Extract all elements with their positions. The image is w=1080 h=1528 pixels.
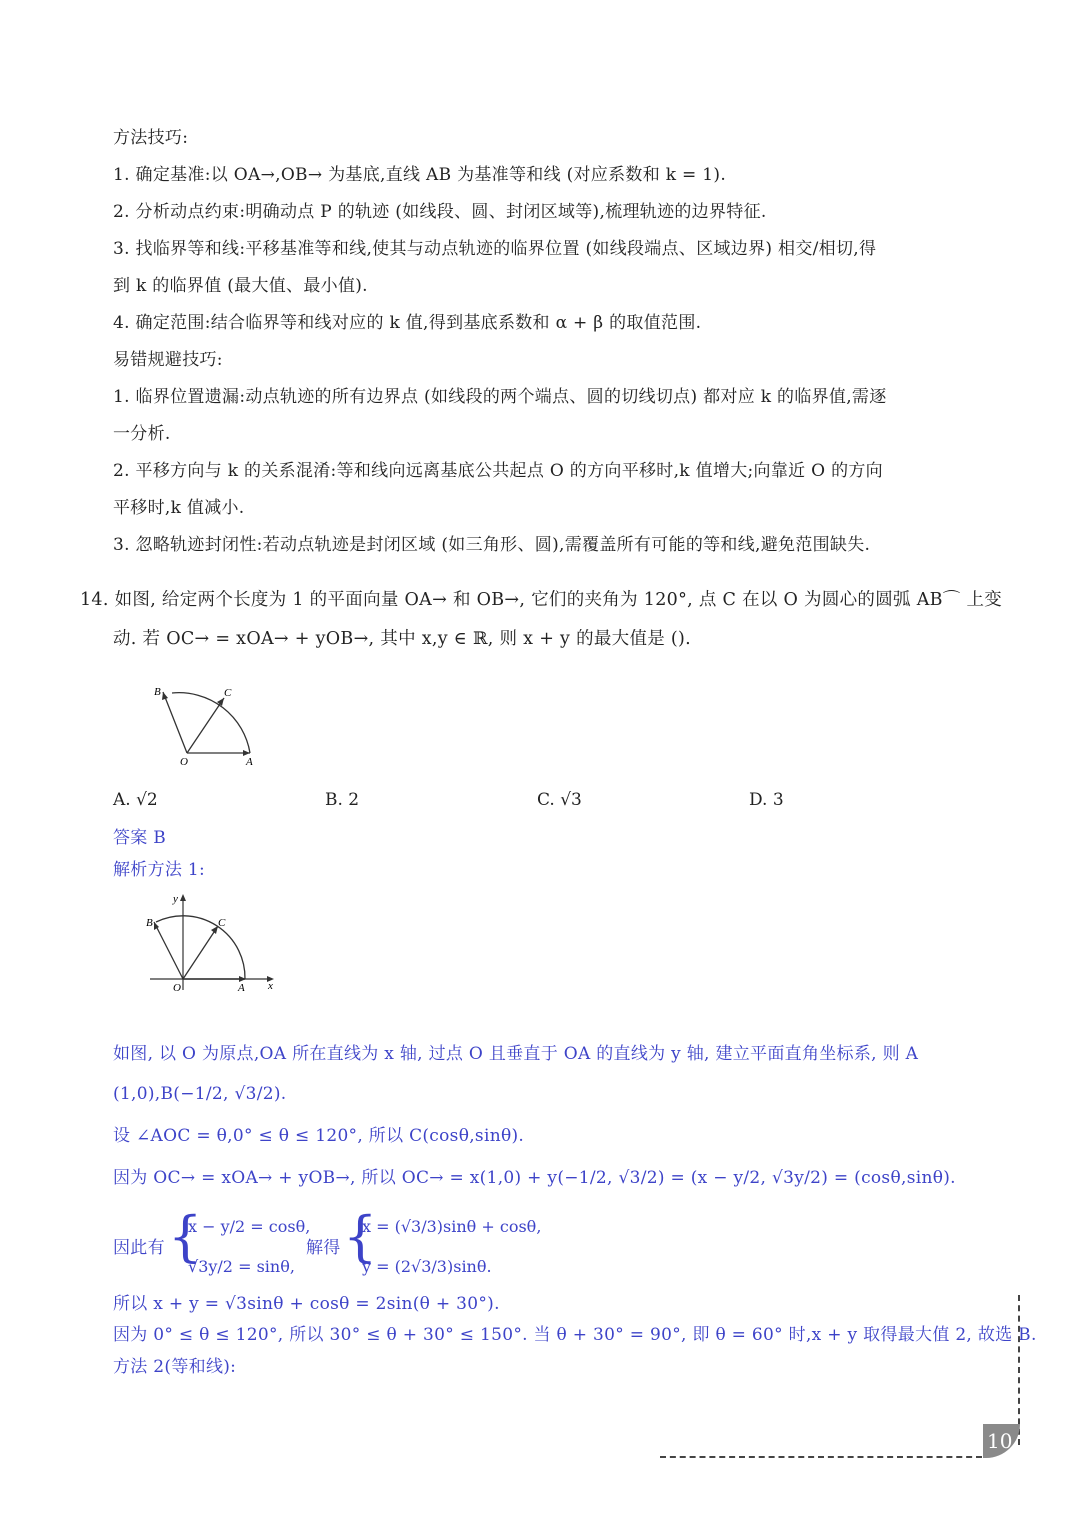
tips-item-4: 4. 确定范围:结合临界等和线对应的 k 值,得到基底系数和 α + β 的取值范围. bbox=[113, 313, 702, 333]
left-brace-1: { bbox=[168, 1205, 203, 1268]
system-1-eq-1: x − y/2 = cosθ, bbox=[188, 1217, 311, 1236]
solution-line-6: 因为 0° ≤ θ ≤ 120°, 所以 30° ≤ θ + 30° ≤ 150°. 当 θ + 30° = 90°, 即 θ = 60° 时,x + y 取得最大值 2, 故选 B. bbox=[113, 1325, 1037, 1345]
option-a: A. √2 bbox=[113, 790, 158, 810]
label-y: y bbox=[173, 893, 178, 905]
vector-oc-2 bbox=[183, 926, 218, 979]
page-border-horizontal bbox=[660, 1456, 982, 1458]
method1-title: 解析方法 1: bbox=[113, 860, 206, 880]
system-1-eq-2: √3y/2 = sinθ, bbox=[188, 1257, 295, 1276]
label-c: C bbox=[224, 687, 232, 699]
label-b-2: B bbox=[146, 917, 153, 929]
tips-item-3-cont: 到 k 的临界值 (最大值、最小值). bbox=[113, 276, 368, 296]
pitfall-2-cont: 平移时,k 值减小. bbox=[113, 498, 245, 518]
label-o-2: O bbox=[173, 982, 181, 994]
label-c-2: C bbox=[218, 917, 226, 929]
system-2-eq-2: y = (2√3/3)sinθ. bbox=[362, 1257, 492, 1276]
label-b: B bbox=[154, 686, 161, 698]
solution-line-1: 如图, 以 O 为原点,OA 所在直线为 x 轴, 过点 O 且垂直于 OA 的直线为 y 轴, 建立平面直角坐标系, 则 A bbox=[113, 1044, 919, 1064]
label-x: x bbox=[268, 980, 273, 992]
pitfall-1: 1. 临界位置遗漏:动点轨迹的所有边界点 (如线段的两个端点、圆的切线切点) 都对应 k 的临界值,需逐 bbox=[113, 387, 887, 407]
page-border-vertical bbox=[1018, 1295, 1020, 1445]
label-a-2: A bbox=[238, 982, 245, 994]
tips-item-2: 2. 分析动点约束:明确动点 P 的轨迹 (如线段、圆、封闭区域等),梳理轨迹的边界特征. bbox=[113, 202, 767, 222]
figure-sector-1 bbox=[140, 680, 280, 770]
solution-line-4: 因为 OC→ = xOA→ + yOB→, 所以 OC→ = x(1,0) + y(−1/2, √3/2) = (x − y/2, √3y/2) = (cosθ,sinθ). bbox=[113, 1168, 956, 1188]
pitfall-1-cont: 一分析. bbox=[113, 424, 171, 444]
option-c: C. √3 bbox=[537, 790, 582, 810]
y-axis-arrow-icon bbox=[180, 894, 186, 901]
pitfall-2: 2. 平移方向与 k 的关系混淆:等和线向远离基底公共起点 O 的方向平移时,k 值增大;向靠近 O 的方向 bbox=[113, 461, 883, 481]
arrow-b2-icon bbox=[154, 922, 159, 930]
figure-sector-2 bbox=[140, 890, 285, 1000]
answer-line: 答案 B bbox=[113, 828, 167, 848]
system-label: 因此有 bbox=[113, 1238, 165, 1258]
solve-label: 解得 bbox=[306, 1238, 341, 1258]
question-line-1: 14. 如图, 给定两个长度为 1 的平面向量 OA→ 和 OB→, 它们的夹角为 120°, 点 C 在以 O 为圆心的圆弧 AB⌒ 上变 bbox=[80, 590, 1003, 610]
solution-line-2: (1,0),B(−1/2, √3/2). bbox=[113, 1084, 287, 1104]
tips-item-3: 3. 找临界等和线:平移基准等和线,使其与动点轨迹的临界位置 (如线段端点、区域边界) 相交/相切,得 bbox=[113, 239, 877, 259]
tips-item-1: 1. 确定基准:以 OA→,OB→ 为基底,直线 AB 为基准等和线 (对应系数和 k = 1). bbox=[113, 165, 727, 185]
pitfalls-title: 易错规避技巧: bbox=[113, 350, 223, 370]
arc-ab-2 bbox=[156, 916, 245, 979]
solution-line-3: 设 ∠AOC = θ,0° ≤ θ ≤ 120°, 所以 C(cosθ,sinθ). bbox=[113, 1126, 525, 1146]
option-b: B. 2 bbox=[325, 790, 360, 810]
label-o: O bbox=[180, 756, 188, 768]
left-brace-2: { bbox=[343, 1205, 378, 1268]
arrow-c2-icon bbox=[211, 926, 218, 934]
label-a: A bbox=[246, 756, 253, 768]
system-2-eq-1: x = (√3/3)sinθ + cosθ, bbox=[362, 1217, 542, 1236]
option-d: D. 3 bbox=[749, 790, 784, 810]
tips-title: 方法技巧: bbox=[113, 128, 189, 148]
method2-title: 方法 2(等和线): bbox=[113, 1357, 237, 1377]
vector-oc bbox=[187, 698, 224, 753]
page-number: 10 bbox=[983, 1424, 1020, 1458]
solution-line-5: 所以 x + y = √3sinθ + cosθ = 2sin(θ + 30°). bbox=[113, 1294, 500, 1314]
question-line-2: 动. 若 OC→ = xOA→ + yOB→, 其中 x,y ∈ ℝ, 则 x + y 的最大值是 (). bbox=[113, 629, 692, 649]
pitfall-3: 3. 忽略轨迹封闭性:若动点轨迹是封闭区域 (如三角形、圆),需覆盖所有可能的等和线,避免范围缺失. bbox=[113, 535, 871, 555]
vector-ob bbox=[163, 692, 187, 753]
arrow-b-icon bbox=[162, 692, 168, 700]
vector-ob-2 bbox=[154, 922, 183, 979]
